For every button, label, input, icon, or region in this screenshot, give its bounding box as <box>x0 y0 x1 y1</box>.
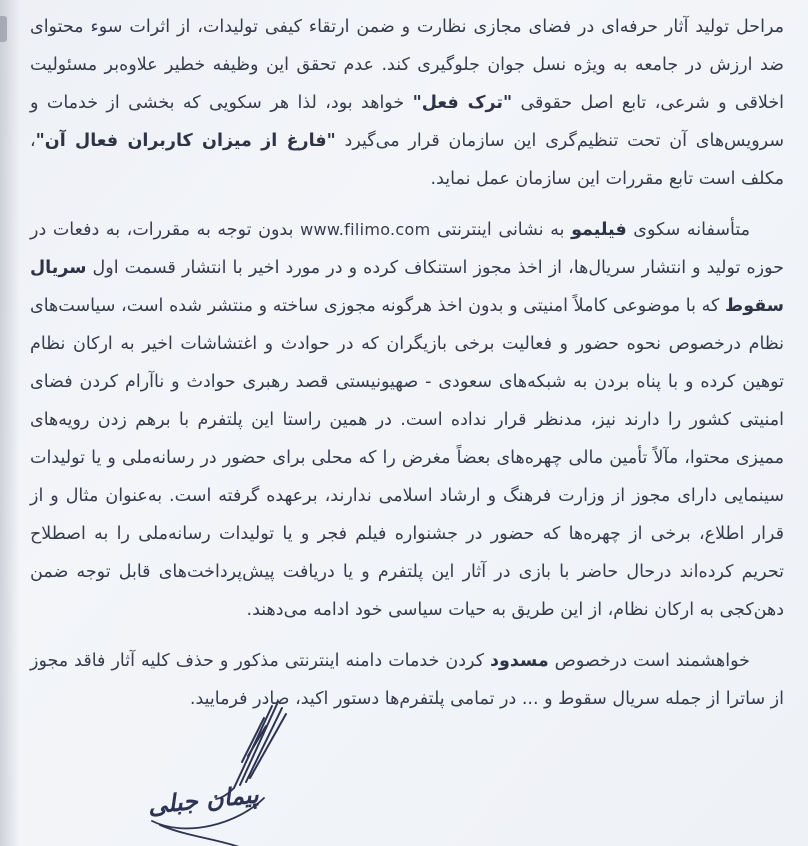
text-run: خواهشمند است درخصوص <box>548 651 751 671</box>
quoted-term-tark-fel: "ترک فعل" <box>412 93 513 113</box>
text-run: خواهد بود، لذا هر سکویی که بخشی از خدمات و سرویس‌های آن تحت تنظیم‌گری این سازمان قرار می‌گیرد <box>30 93 784 151</box>
term-masdud: مسدود <box>490 651 549 671</box>
signature <box>138 692 402 846</box>
text-run: متأسفانه سکوی <box>626 220 750 240</box>
filimo-url: www.filimo.com <box>300 220 431 239</box>
quoted-term-active-users: "فارغ از میزان کاربران فعال آن" <box>35 131 336 151</box>
text-run: که با موضوعی کاملاً امنیتی و بدون اخذ هرگونه مجوزی ساخته و منتشر شده است، سیاست‌های نظام درخصوص نحوه حضور و فعالیت برخی بازیگران که در حوادث و اغتشاشات اخیر به ارکان نظام توهین کرده و با پناه بردن به شبکه‌های سعودی - صهیونیستی قصد رهبری حوادث و ناآرام کردن فضای امنیتی کشور را دارند نیز، مدنظر قرار نداده است. در همین راستا این پلتفرم با برهم زدن رویه‌های ممیزی محتوا، مآلاً تأمین مالی چهره‌های بعضاً مغرض را که محلی برای حضور در رسانه‌ملی و یا تولیدات سینمایی دارای مجوز از وزارت فرهنگ و ارشاد اسلامی ندارند، برعهده گرفته است. به‌عنوان مثال و از قرار اطلاع، برخی از چهره‌ها که حضور در جشنواره فیلم فجر و یا تولیدات رسانه‌ملی را به اصطلاح تحریم کرده‌اند درحال حاضر با بازی در آثار این پلتفرم و یا دریافت پیش‌پرداخت‌های قابل توجه ضمن دهن‌کجی به ارکان نظام، از این طریق به حیات سیاسی خود ادامه می‌دهند. <box>30 296 784 620</box>
platform-name-filimo: فیلیمو <box>571 220 627 240</box>
text-run: کردن خدمات دامنه اینترنتی مذکور و حذف کلیه آثار فاقد مجوز از ساترا از جمله سریال سقوط و ... در تمامی پلتفرم‌ها دستور اکید، صادر فرمایید. <box>30 651 784 709</box>
scan-corner-mark <box>0 16 7 42</box>
text-run: بدون توجه به مقررات، به دفعات در حوزه تولید و انتشار سریال‌ها، از اخذ مجوز استنکاف کرده و در مورد اخیر با انتشار قسمت اول <box>30 220 784 278</box>
series-name-soghout: سریال سقوط <box>30 258 784 316</box>
text-run: مراحل تولید آثار حرفه‌ای در فضای مجازی نظارت و ضمن ارتقاء کیفی تولیدات، از اثرات سوء محتوای ضد ارزش در جامعه به ویژه نسل جوان جلوگیری کند. عدم تحقق این وظیفه خطیر علاوه‌بر مسئولیت اخلاقی و شرعی، تابع اصل حقوقی <box>30 17 785 113</box>
text-run: ، مکلف است تابع مقررات این سازمان عمل نماید. <box>30 131 784 189</box>
paragraph-filimo-violation <box>30 211 784 629</box>
text-run: به نشانی اینترنتی <box>430 220 572 240</box>
signature-name: پیمان جبلی <box>146 780 260 820</box>
signature-graphic <box>138 692 402 846</box>
paragraph-regulation <box>30 8 784 198</box>
scan-edge-shadow <box>0 0 20 846</box>
letter-body <box>30 8 784 731</box>
signature-hatch-strokes <box>234 704 286 788</box>
